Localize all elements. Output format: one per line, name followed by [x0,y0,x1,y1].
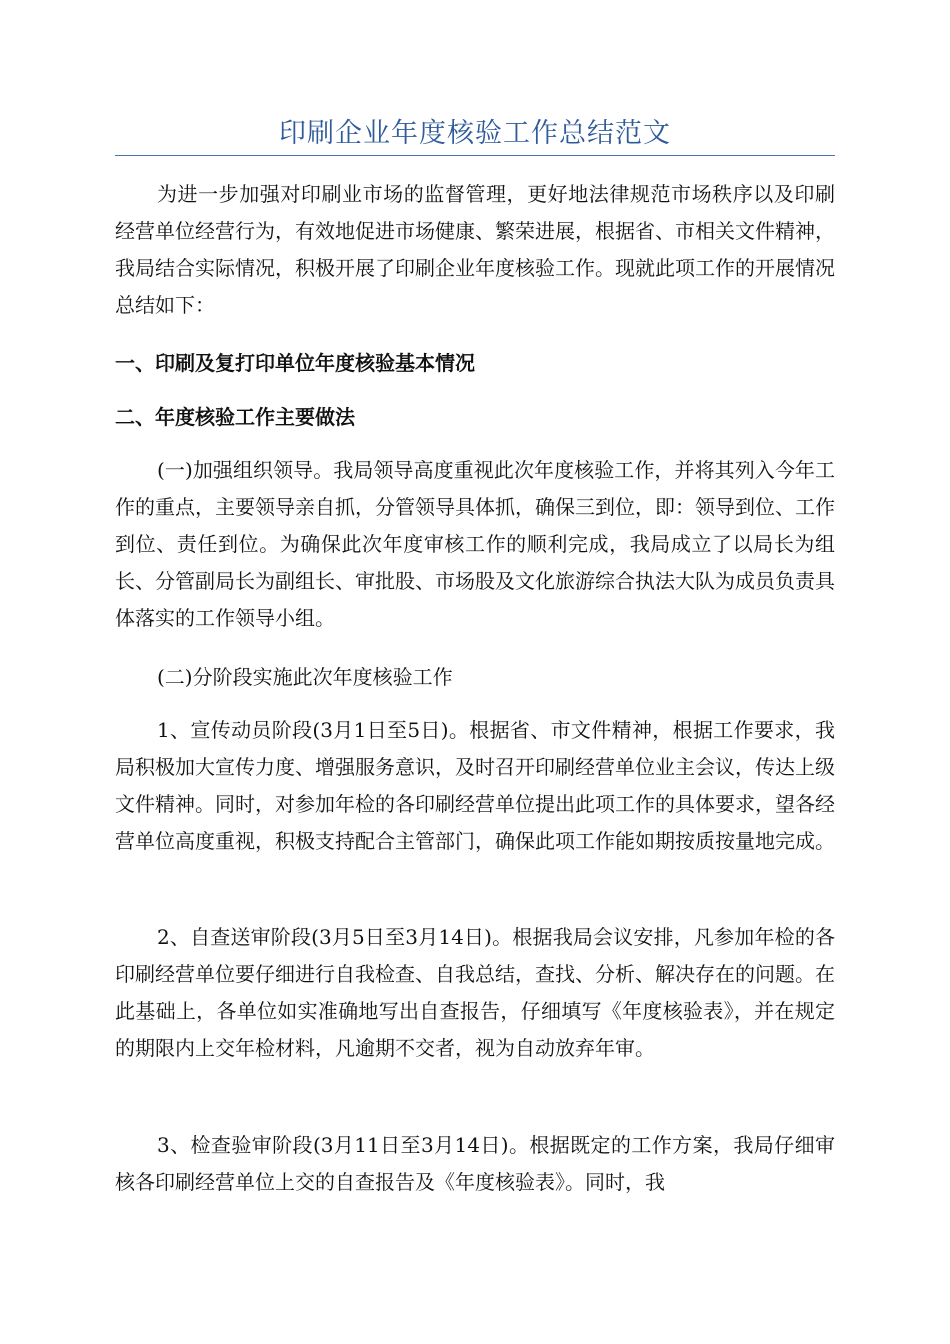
paragraph-phase-1: 1、宣传动员阶段(3月1日至5日)。根据省、市文件精神，根据工作要求，我局积极加大宣传力度、增强服务意识，及时召开印刷经营单位业主会议，传达上级文件精神。同时，对参加年检的各印刷经营单位提出此项工作的具体要求，望各经营单位高度重视，积极支持配合主管部门，确保此项工作能如期按质按量地完成。 [115,718,835,853]
paragraph-phase-3: 3、检查验审阶段(3月11日至3月14日)。根据既定的工作方案，我局仔细审核各印刷经营单位上交的自查报告及《年度核验表》。同时，我 [115,1133,835,1194]
intro-paragraph: 为进一步加强对印刷业市场的监督管理，更好地法律规范市场秩序以及印刷经营单位经营行为，有效地促进市场健康、繁荣进展，根据省、市相关文件精神，我局结合实际情况，积极开展了印刷企业年度核验工作。现就此项工作的开展情况总结如下： [115,182,835,317]
paragraph-organization: (一)加强组织领导。我局领导高度重视此次年度核验工作，并将其列入今年工作的重点，主要领导亲自抓，分管领导具体抓，确保三到位，即：领导到位、工作到位、责任到位。为确保此次年度审核工作的顺利完成，我局成立了以局长为组长、分管副局长为副组长、审批股、市场股及文化旅游综合执法大队为成员负责具体落实的工作领导小组。 [115,458,835,630]
document-title: 印刷企业年度核验工作总结范文 [279,118,671,149]
section-heading-2: 二、年度核验工作主要做法 [115,405,355,429]
section-heading-1: 一、印刷及复打印单位年度核验基本情况 [115,351,475,375]
title-underline [115,155,835,156]
paragraph-phase-2: 2、自查送审阶段(3月5日至3月14日)。根据我局会议安排，凡参加年检的各印刷经营单位要仔细进行自我检查、自我总结，查找、分析、解决存在的问题。在此基础上，各单位如实准确地写出自查报告，仔细填写《年度核验表》，并在规定的期限内上交年检材料，凡逾期不交者，视为自动放弃年审。 [115,925,835,1060]
paragraph-phases-heading: (二)分阶段实施此次年度核验工作 [157,665,453,689]
